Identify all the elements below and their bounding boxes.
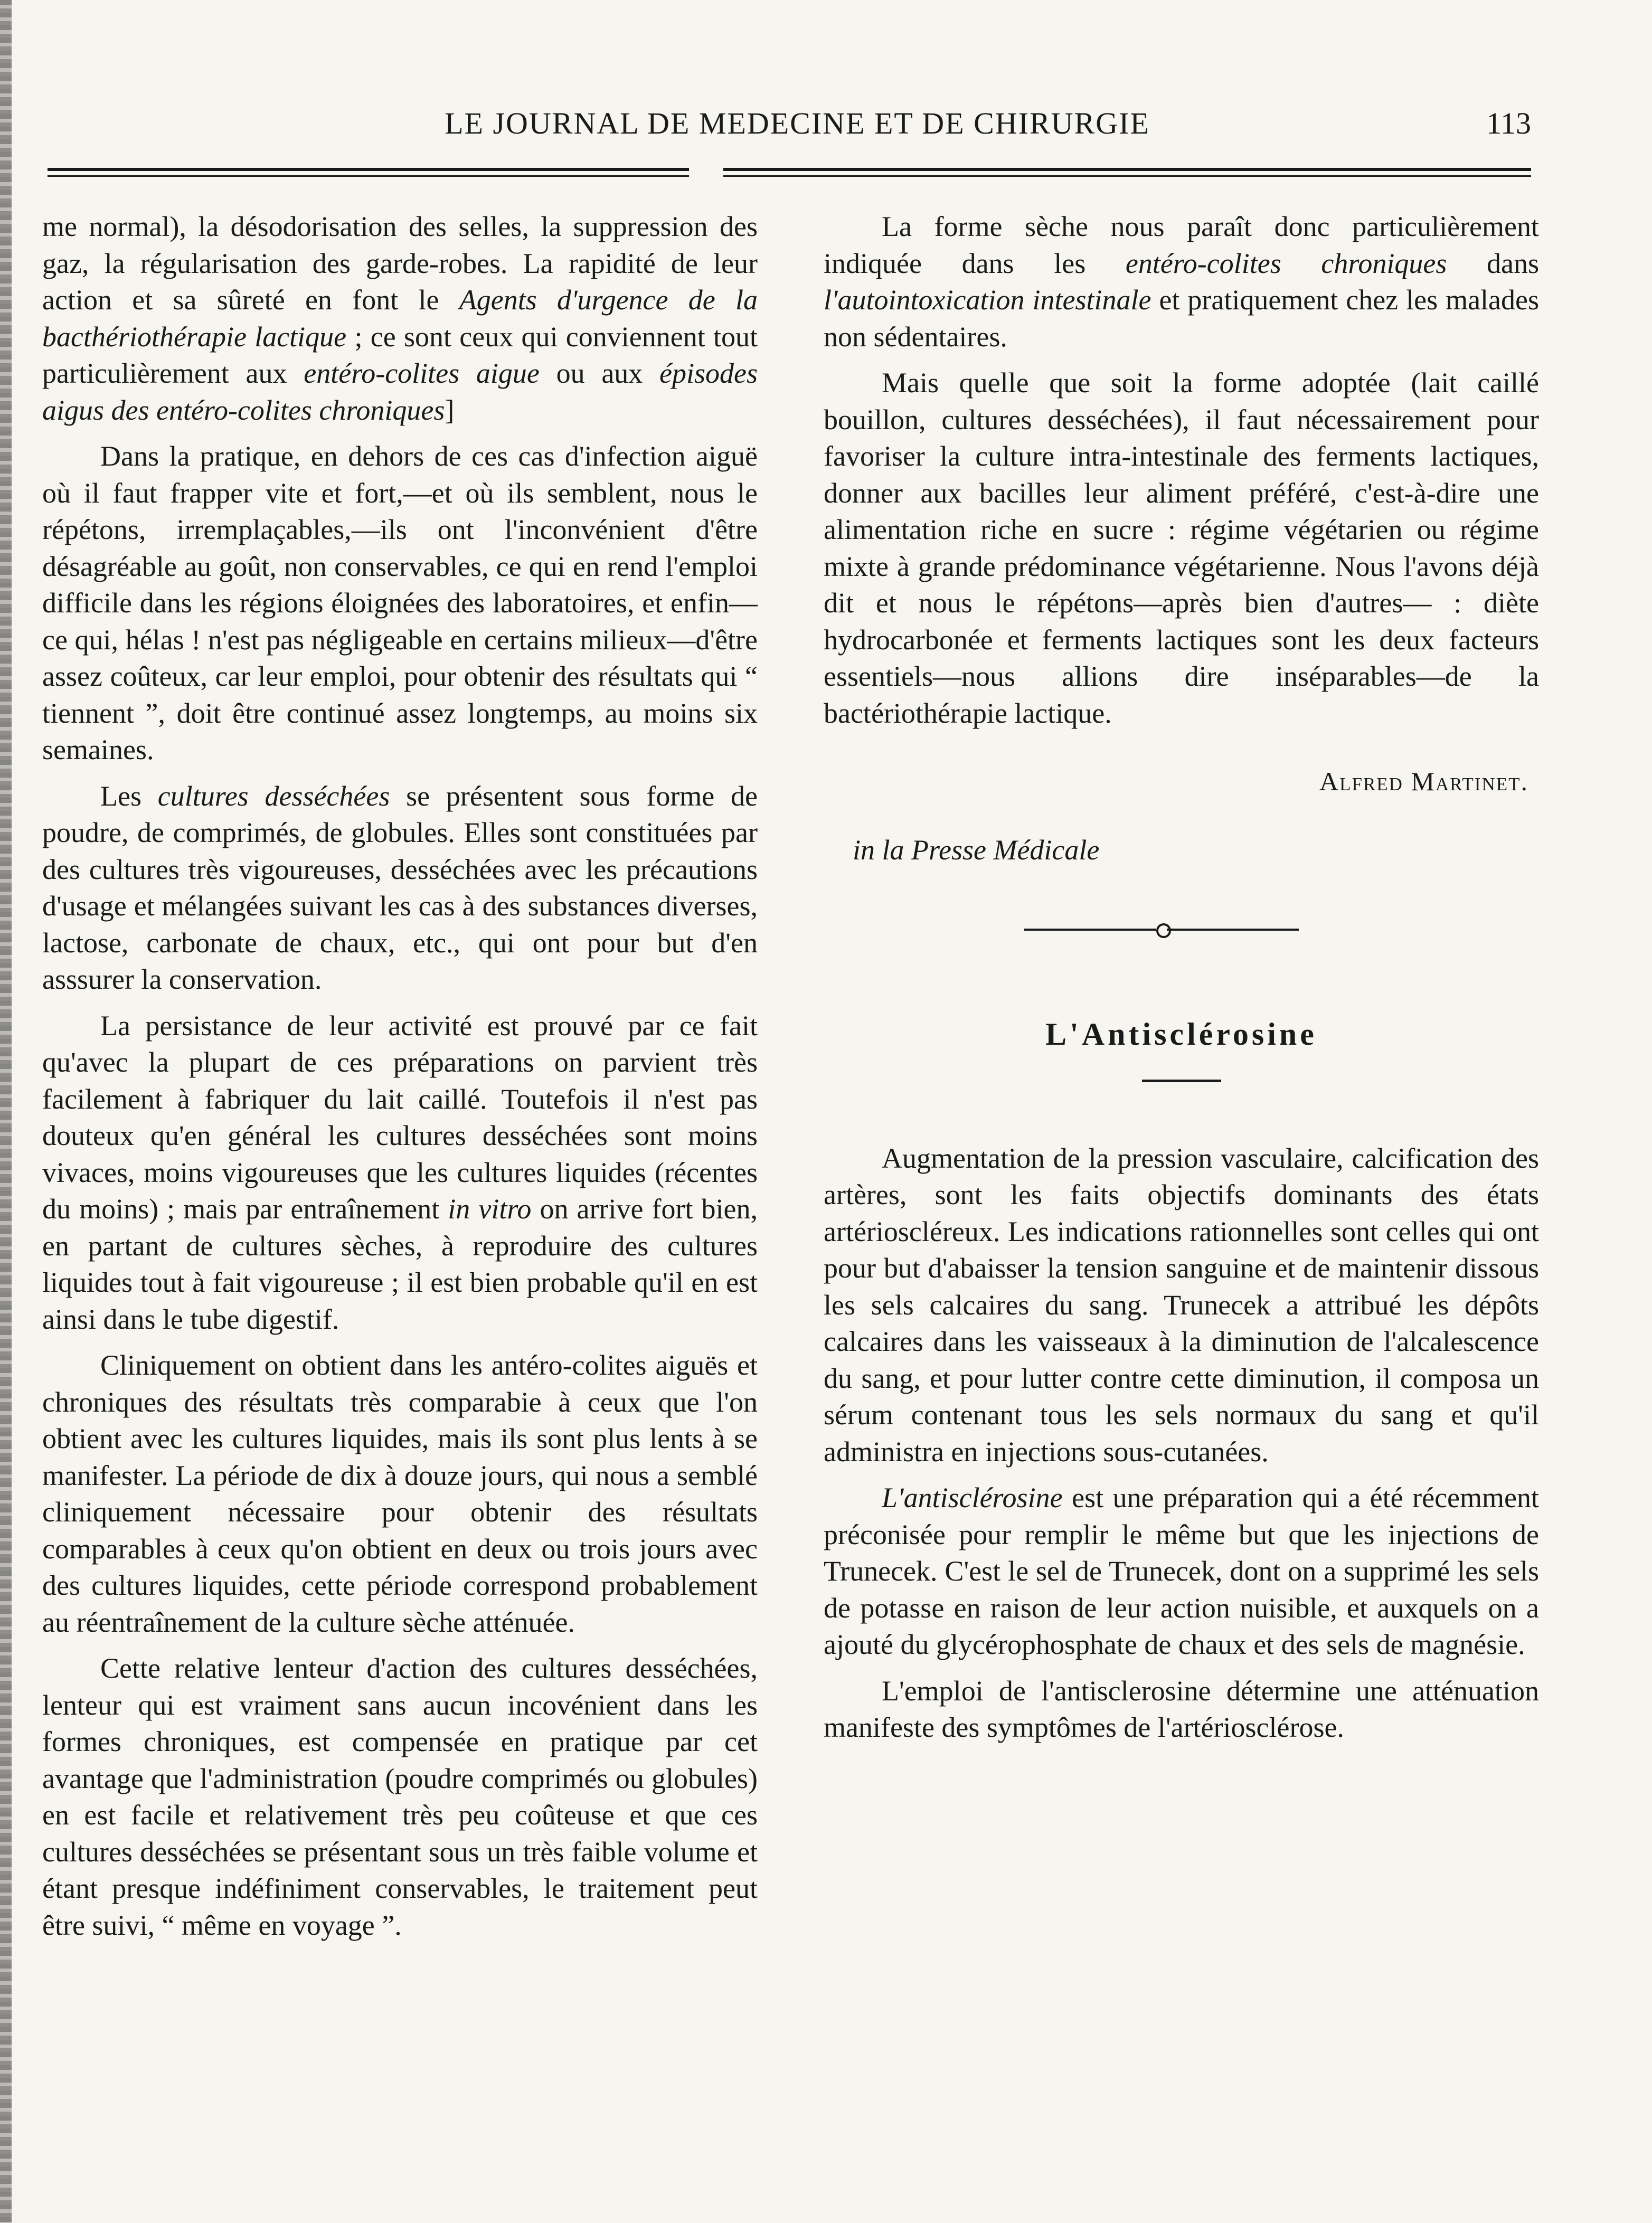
paragraph: me normal), la désodorisation des selles, la suppression des gaz, la régularisation des garde-robes. La rapidité de leur action et sa sûreté en font le Agents d'urgence de la bacthériothérapie lactique ; ce sont ceux qui conviennent tout particulièrement aux entéro-colites aigue ou aux épisodes aigus des entéro-colites chroniques] [42, 211, 758, 426]
paragraph: Les cultures desséchées se présentent sous forme de poudre, de comprimés, de globules. Elles sont constituées par des cultures très vigoureuses, desséchées avec les précautions d'usage et mélangées suivant les cas à des substances diverses, lactose, carbonate de chaux, etc., qui ont pour but d'en asssurer la conservation. [42, 780, 758, 995]
journal-title: LE JOURNAL DE MEDECINE ET DE CHIRURGIE [445, 106, 1150, 140]
paragraph: L'antisclérosine est une préparation qui a été récemment préconisée pour remplir le même but que les injections de Trunecek. C'est le sel de Trunecek, dont on a supprimé les sels de potasse en raison de leur action nuisible, et auxquels on a ajouté du glycérophosphate de chaux et des sels de magnésie. [824, 1482, 1540, 1660]
section-title: L'Antisclérosine [1045, 1017, 1317, 1052]
paragraph: La forme sèche nous paraît donc particulièrement indiquée dans les entéro-colites chroniques dans l'autointoxication intestinale et pratiquement chez les malades non sédentaires. [824, 211, 1540, 353]
paragraph: Cliniquement on obtient dans les antéro-colites aiguës et chroniques des résultats très comparabie à ceux que l'on obtient avec les cultures liquides, mais ils sont plus lents à se manifester. La période de dix à douze jours, qui nous a semblé cliniquement nécessaire pour obtenir des résultats comparables à ceux qu'on obtient en deux ou trois jours avec des cultures liquides, cette période correspond probablement au réentraînement de la culture sèche atténuée. [42, 1349, 758, 1638]
header-rule-right [723, 168, 1531, 171]
running-header [32, 106, 1531, 164]
paragraph: Cette relative lenteur d'action des cultures desséchées, lenteur qui est vraiment sans aucun incovénient dans les formes chroniques, est compensée en pratique par cet avantage que l'administration (poudre comprimés ou globules) en est facile et relativement très peu coûteuse et que ces cultures desséchées se présentant sous un très faible volume et étant presque indéfiniment conservables, le traitement peut être suivi, “ même en voyage ”. [42, 1652, 758, 1941]
ornament-line-right [1167, 929, 1299, 931]
paragraph: La persistance de leur activité est prouvé par ce fait qu'avec la plupart de ces préparations on parvient très facilement à fabriquer du lait caillé. Toutefois il n'est pas douteux qu'en général les cultures desséchées sont moins vivaces, moins vigoureuses que les cultures liquides (récentes du moins) ; mais par entraînement in vitro on arrive fort bien, en partant de cultures sèches, à reproduire des cultures liquides tout à fait vigoureuse ; il est bien probable qu'il en est ainsi dans le tube digestif. [42, 1009, 758, 1335]
ornament-knot [1156, 923, 1171, 938]
right-column [824, 209, 1539, 1756]
paragraph: Mais quelle que soit la forme adoptée (lait caillé bouillon, cultures desséchées), il faut nécessairement pour favoriser la culture intra-intestinale des ferments lactiques, donner aux bacilles leur aliment préféré, c'est-à-dire une alimentation riche en sucre : régime végétarien ou régime mixte à grande prédominance végétarienne. Nous l'avons déjà dit et nous le répétons—après bien d'autres— : diète hydrocarbonée et ferments lactiques sont les deux facteurs essentiels—nous allions dire inséparables—de la bactériothérapie lactique. [824, 367, 1539, 729]
author-signature: Alfred Martinet. [1319, 767, 1528, 796]
ornament-line-left [1024, 929, 1156, 931]
binding-edge [0, 0, 12, 2223]
paragraph: Augmentation de la pression vasculaire, calcification des artères, sont les faits objectifs dominants des états artérioscléreux. Les indications rationnelles sont celles qui ont pour but d'abaisser la tension sanguine et de maintenir dissous les sels calcaires du sang. Trunecek a attribué les dépôts calcaires dans les vaisseaux à la diminution de l'alcalescence du sang, et pour lutter contre cette diminution, il composa un sérum contenant tous les sels normaux du sang et qu'il administra en injections sous-cutanées. [824, 1142, 1539, 1468]
paragraph: L'emploi de l'antisclerosine détermine une atténuation manifeste des symptômes de l'artériosclérose. [824, 1675, 1539, 1743]
left-column [42, 209, 758, 1953]
section-divider-ornament [824, 905, 1539, 953]
title-underline [1142, 1080, 1221, 1082]
source-citation: in la Presse Médicale [853, 834, 1100, 866]
page-number: 113 [1486, 106, 1531, 140]
header-rule-right-thin [723, 175, 1531, 177]
header-rule-left [48, 168, 689, 171]
paragraph: Dans la pratique, en dehors de ces cas d'infection aiguë où il faut frapper vite et fort,—et où ils semblent, nous le répétons, irremplaçables,—ils ont l'inconvénient d'être désagréable au goût, non conservables, ce qui en rend l'emploi difficile dans les régions éloignées des laboratoires, et enfin—ce qui, hélas ! n'est pas négligeable en certains milieux—d'être assez coûteux, car leur emploi, pour obtenir des résultats qui “ tiennent ”, doit être continué assez longtemps, au moins six semaines. [42, 440, 758, 765]
header-rule-left-thin [48, 175, 689, 177]
